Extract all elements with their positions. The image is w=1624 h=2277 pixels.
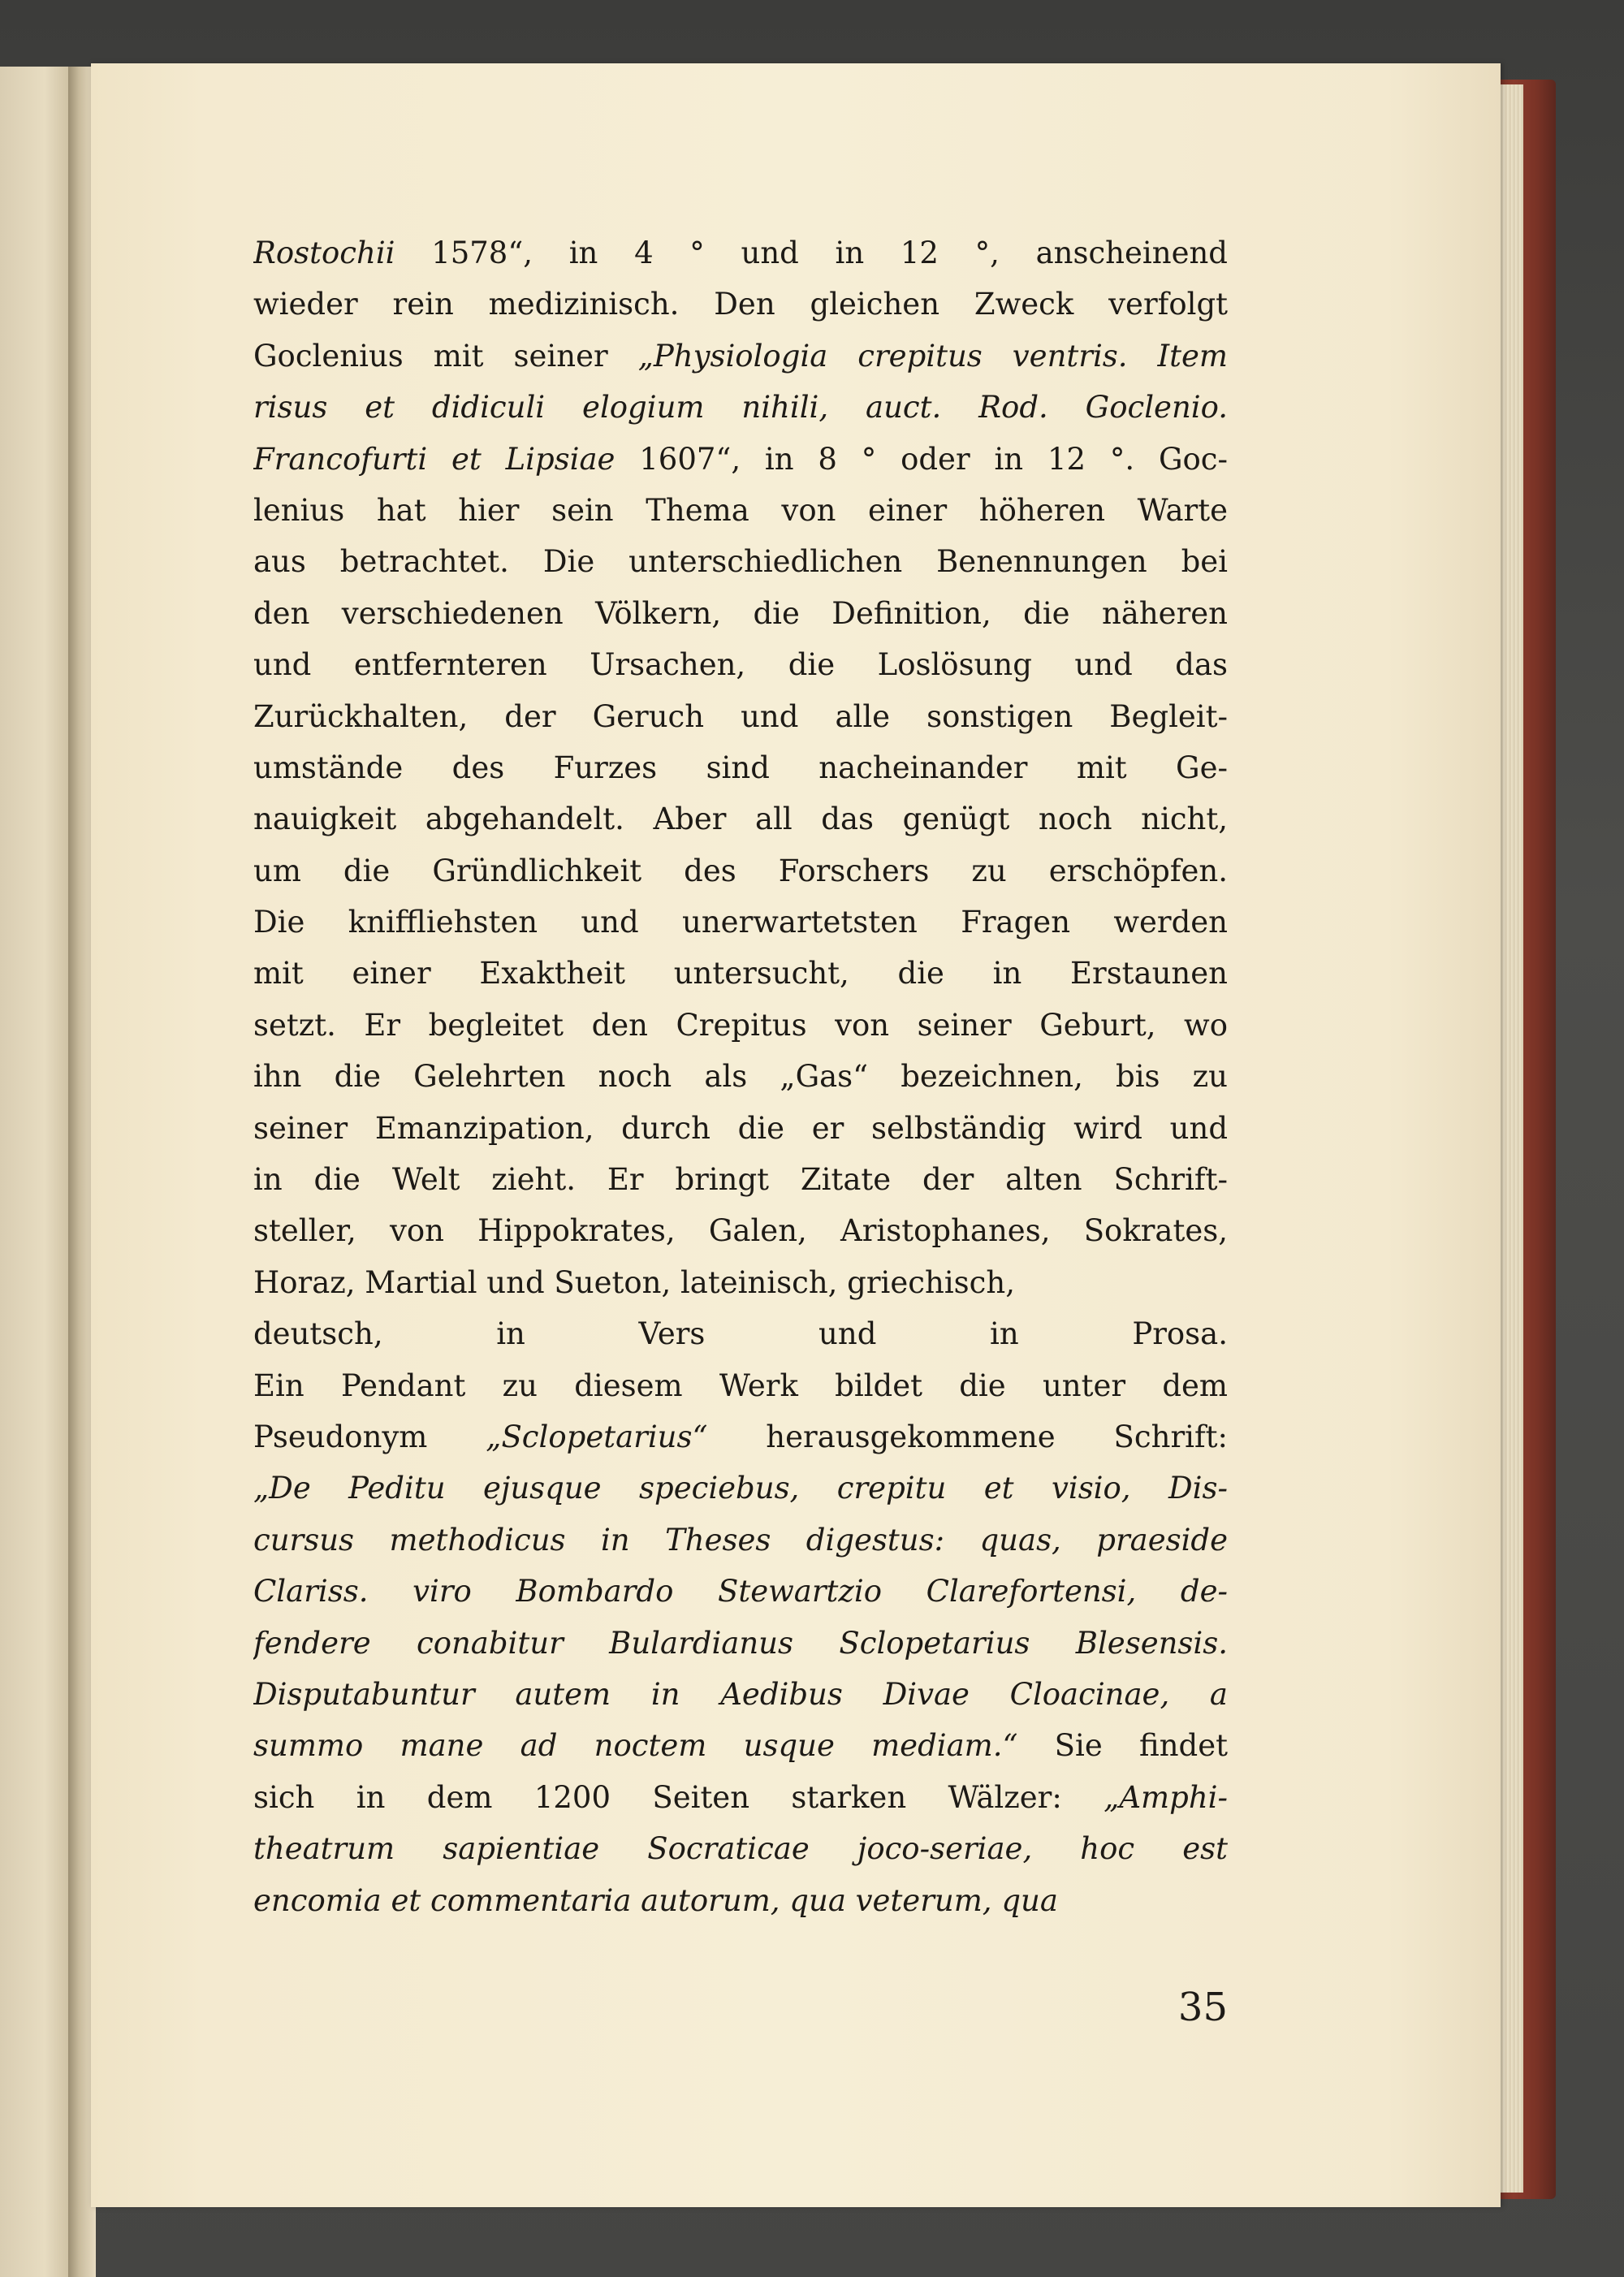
text-line	[253, 331, 1228, 382]
roman-text: deutsch, in Vers und in Prosa.	[253, 1316, 1228, 1352]
italic-text: Clariss. viro Bombardo Stewartzio Clarefortensi, de-	[253, 1574, 1228, 1609]
text-line	[253, 1308, 1228, 1359]
italic-text: encomia et commentaria autorum, qua veterum, qua	[253, 1882, 1058, 1918]
text-line	[253, 1823, 1228, 1874]
text-line	[253, 639, 1228, 690]
italic-text: Francofurti et Lipsiae	[253, 441, 615, 477]
roman-text: lenius hat hier sein Thema von einer höheren Warte	[253, 492, 1228, 528]
italic-text: fendere conabitur Bulardianus Sclopetarius Blesensis.	[253, 1625, 1228, 1661]
body-text	[253, 227, 1228, 1926]
roman-text: seiner Emanzipation, durch die er selbständig wird und	[253, 1110, 1228, 1146]
text-line	[253, 845, 1228, 897]
text-line	[253, 434, 1228, 485]
italic-text: Disputabuntur autem in Aedibus Divae Cloacinae, a	[253, 1676, 1228, 1712]
roman-text: ihn die Gelehrten noch als „Gas“ bezeichnen, bis zu	[253, 1059, 1228, 1095]
text-line	[253, 1772, 1228, 1823]
page-number: 35	[1177, 1985, 1228, 2030]
text-line	[253, 1463, 1228, 1514]
roman-text: steller, von Hippokrates, Galen, Aristophanes, Sokrates,	[253, 1213, 1228, 1249]
roman-text: in die Welt zieht. Er bringt Zitate der alten Schrift-	[253, 1162, 1228, 1198]
roman-text: sich in dem 1200 Seiten starken Wälzer:	[253, 1779, 1104, 1815]
text-line	[253, 1566, 1228, 1617]
text-line	[253, 1875, 1228, 1926]
italic-text: „Sclopetarius“	[486, 1419, 708, 1454]
roman-text: wieder rein medizinisch. Den gleichen Zweck verfolgt	[253, 287, 1228, 322]
text-line	[253, 279, 1228, 330]
roman-text: nauigkeit abgehandelt. Aber all das genügt noch nicht,	[253, 801, 1228, 837]
text-line	[253, 536, 1228, 587]
roman-text: um die Gründlichkeit des Forschers zu erschöpfen.	[253, 853, 1228, 888]
roman-text: Die kniffliehsten und unerwartetsten Fragen werden	[253, 905, 1228, 940]
roman-text: den verschiedenen Völkern, die Definition, die näheren	[253, 595, 1228, 631]
roman-text: und entfernteren Ursachen, die Loslösung und das	[253, 647, 1228, 683]
text-line	[253, 485, 1228, 536]
italic-text: „Amphi-	[1104, 1779, 1228, 1815]
text-line	[253, 948, 1228, 999]
text-line	[253, 1720, 1228, 1771]
text-line	[253, 227, 1228, 279]
italic-text: risus et didiculi elogium nihili, auct. Rod. Goclenio.	[253, 390, 1228, 426]
text-line	[253, 1103, 1228, 1154]
roman-text: herausgekommene Schrift:	[707, 1419, 1228, 1454]
text-line	[253, 1257, 1228, 1308]
text-line	[253, 1514, 1228, 1566]
italic-text: Rostochii	[253, 235, 395, 270]
text-line	[253, 588, 1228, 639]
roman-text: Zurückhalten, der Geruch und alle sonstigen Begleit-	[253, 698, 1228, 734]
roman-text: Horaz, Martial und Sueton, lateinisch, griechisch,	[253, 1264, 1015, 1300]
roman-text: Sie findet	[1017, 1728, 1228, 1764]
text-line	[253, 897, 1228, 948]
roman-text: 1578“, in 4 ° und in 12 °, anscheinend	[395, 235, 1228, 270]
text-line	[253, 1669, 1228, 1720]
text-line	[253, 1154, 1228, 1205]
roman-text: Ein Pendant zu diesem Werk bildet die unter dem	[253, 1367, 1228, 1403]
italic-text: theatrum sapientiae Socraticae joco-seriae, hoc est	[253, 1831, 1228, 1867]
text-line	[253, 1360, 1228, 1411]
text-line	[253, 742, 1228, 793]
text-line	[253, 1205, 1228, 1256]
italic-text: cursus methodicus in Theses digestus: quas, praeside	[253, 1522, 1228, 1558]
text-line	[253, 1411, 1228, 1463]
text-line	[253, 793, 1228, 845]
text-line	[253, 691, 1228, 742]
roman-text: Pseudonym	[253, 1419, 486, 1454]
roman-text: 1607“, in 8 ° oder in 12 °. Goc-	[615, 441, 1228, 477]
text-line	[253, 382, 1228, 433]
roman-text: mit einer Exaktheit untersucht, die in Erstaunen	[253, 956, 1228, 992]
roman-text: Goclenius mit seiner	[253, 338, 638, 374]
roman-text: setzt. Er begleitet den Crepitus von seiner Geburt, wo	[253, 1007, 1228, 1043]
roman-text: aus betrachtet. Die unterschiedlichen Benennungen bei	[253, 544, 1228, 580]
text-line	[253, 1000, 1228, 1051]
roman-text: umstände des Furzes sind nacheinander mit Ge-	[253, 750, 1228, 785]
italic-text: summo mane ad noctem usque mediam.“	[253, 1728, 1018, 1764]
text-line	[253, 1051, 1228, 1102]
italic-text: „De Peditu ejusque speciebus, crepitu et visio, Dis-	[253, 1471, 1228, 1506]
italic-text: „Physiologia crepitus ventris. Item	[637, 338, 1228, 374]
text-line	[253, 1618, 1228, 1669]
